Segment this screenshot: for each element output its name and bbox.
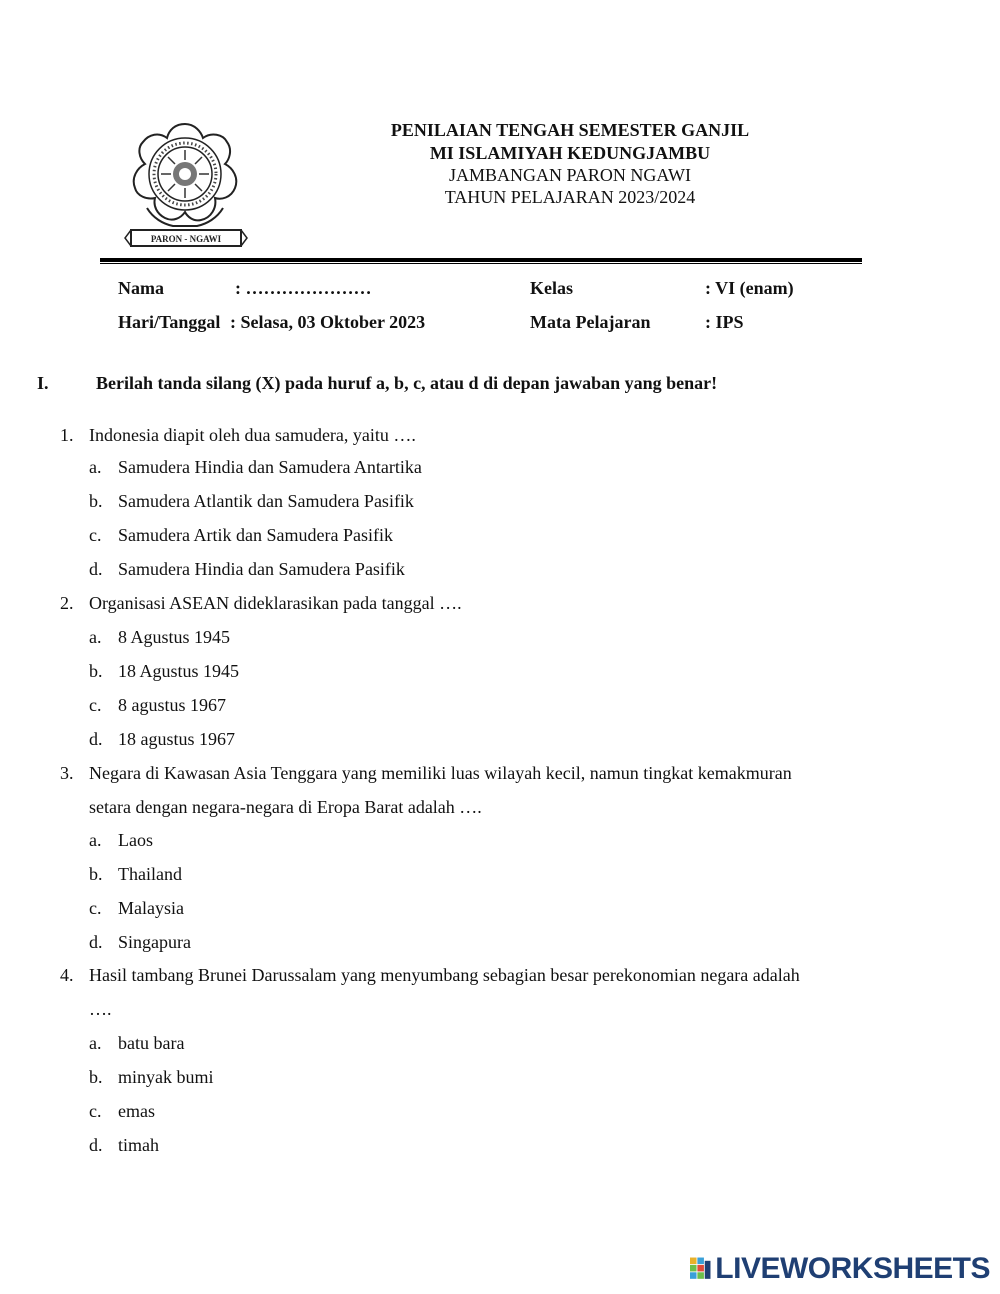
- hari-label: Hari/Tanggal: [118, 312, 221, 332]
- option-letter[interactable]: c.: [89, 898, 102, 918]
- option-letter[interactable]: c.: [89, 525, 102, 545]
- option-text[interactable]: 8 Agustus 1945: [118, 627, 231, 647]
- kelas-value: : VI (enam): [705, 278, 794, 298]
- option-letter[interactable]: b.: [89, 661, 103, 681]
- option-text[interactable]: Laos: [118, 830, 153, 850]
- question-text: Negara di Kawasan Asia Tenggara yang memiliki luas wilayah kecil, namun tingkat kemakmuran: [89, 763, 792, 783]
- academic-year: TAHUN PELAJARAN 2023/2024: [444, 187, 696, 207]
- logo-banner-text: PARON - NGAWI: [150, 234, 222, 244]
- section-numeral: I.: [37, 373, 49, 393]
- option-letter[interactable]: a.: [89, 457, 102, 477]
- question-number: 2.: [60, 593, 74, 613]
- option-letter[interactable]: a.: [89, 627, 102, 647]
- option-text[interactable]: emas: [118, 1101, 155, 1121]
- option-letter[interactable]: a.: [89, 1033, 102, 1053]
- liveworksheets-icon: [690, 1255, 711, 1283]
- option-text[interactable]: 18 agustus 1967: [118, 729, 235, 749]
- hari-value: : Selasa, 03 Oktober 2023: [230, 312, 426, 332]
- mapel-value: : IPS: [705, 312, 744, 332]
- option-letter[interactable]: d.: [89, 1135, 103, 1155]
- question-number: 1.: [60, 425, 74, 445]
- option-text[interactable]: Samudera Hindia dan Samudera Pasifik: [118, 559, 405, 579]
- kelas-label: Kelas: [530, 278, 573, 298]
- option-letter[interactable]: b.: [89, 1067, 103, 1087]
- liveworksheets-logo[interactable]: [690, 1252, 990, 1286]
- header-divider-thin: [100, 263, 862, 264]
- option-text[interactable]: Singapura: [118, 932, 191, 952]
- option-text[interactable]: minyak bumi: [118, 1067, 214, 1087]
- option-text[interactable]: timah: [118, 1135, 159, 1155]
- section-instruction: Berilah tanda silang (X) pada huruf a, b, c, atau d di depan jawaban yang benar!: [96, 373, 718, 393]
- nama-label: Nama: [118, 278, 164, 298]
- mapel-label: Mata Pelajaran: [530, 312, 651, 332]
- option-text[interactable]: 18 Agustus 1945: [118, 661, 240, 681]
- option-text[interactable]: Samudera Hindia dan Samudera Antartika: [118, 457, 422, 477]
- option-letter[interactable]: b.: [89, 864, 103, 884]
- nama-value: : …………………: [235, 278, 372, 298]
- option-letter[interactable]: d.: [89, 932, 103, 952]
- option-text[interactable]: Samudera Artik dan Samudera Pasifik: [118, 525, 393, 545]
- school-logo: [123, 118, 248, 250]
- option-letter[interactable]: c.: [89, 1101, 102, 1121]
- option-letter[interactable]: b.: [89, 491, 103, 511]
- option-letter[interactable]: c.: [89, 695, 102, 715]
- school-name: MI ISLAMIYAH KEDUNGJAMBU: [429, 143, 711, 163]
- option-text[interactable]: Samudera Atlantik dan Samudera Pasifik: [118, 491, 414, 511]
- option-text[interactable]: Malaysia: [118, 898, 184, 918]
- question-text: Hasil tambang Brunei Darussalam yang menyumbang sebagian besar perekonomian negara adalah: [89, 965, 800, 985]
- exam-title: PENILAIAN TENGAH SEMESTER GANJIL: [390, 120, 750, 140]
- option-letter[interactable]: d.: [89, 729, 103, 749]
- question-text-continued: ….: [89, 999, 112, 1019]
- question-number: 4.: [60, 965, 74, 985]
- option-letter[interactable]: d.: [89, 559, 103, 579]
- option-text[interactable]: batu bara: [118, 1033, 185, 1053]
- question-text: Organisasi ASEAN dideklarasikan pada tanggal ….: [89, 593, 462, 613]
- option-text[interactable]: 8 agustus 1967: [118, 695, 226, 715]
- header-divider: [100, 258, 862, 262]
- question-text-continued: setara dengan negara-negara di Eropa Barat adalah ….: [89, 797, 482, 817]
- option-letter[interactable]: a.: [89, 830, 102, 850]
- option-text[interactable]: Thailand: [118, 864, 182, 884]
- liveworksheets-brand: LIVEWORKSHEETS: [715, 1252, 990, 1285]
- school-address: JAMBANGAN PARON NGAWI: [449, 165, 691, 185]
- question-text: Indonesia diapit oleh dua samudera, yaitu ….: [89, 425, 416, 445]
- question-number: 3.: [60, 763, 74, 783]
